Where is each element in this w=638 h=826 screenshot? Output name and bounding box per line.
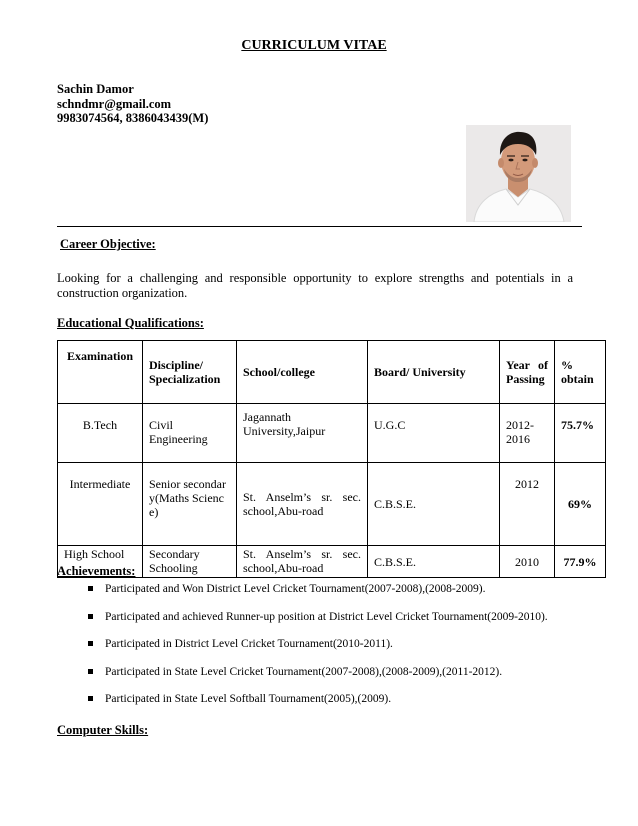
list-item [88, 692, 548, 720]
table-cell: Jagannath University,Jaipur [237, 404, 368, 463]
list-item [88, 610, 548, 638]
contact-block [57, 82, 208, 126]
table-cell: High School [58, 546, 143, 578]
table-cell: 77.9% [555, 546, 606, 578]
list-item [88, 665, 548, 693]
header-divider [57, 226, 582, 227]
list-item [88, 582, 548, 610]
list-item [88, 637, 548, 665]
table-cell: Intermediate [58, 463, 143, 546]
education-table [57, 340, 606, 578]
bullet-icon [88, 586, 93, 591]
education-heading: Educational Qualifications: [57, 316, 204, 330]
table-cell: U.G.C [368, 404, 500, 463]
achievement-text: Participated and achieved Runner-up position at District Level Cricket Tournament(2009-2010). [105, 610, 548, 623]
table-cell: 69% [555, 463, 606, 546]
column-header: School/college [237, 341, 368, 404]
achievement-text: Participated in State Level Cricket Tournament(2007-2008),(2008-2009),(2011-2012). [105, 665, 503, 678]
table-cell: 2012-2016 [500, 404, 555, 463]
table-cell: C.B.S.E. [368, 463, 500, 546]
column-header: Examination [58, 341, 143, 404]
table-header-row [58, 341, 606, 404]
achievement-text: Participated in District Level Cricket Tournament(2010-2011). [105, 638, 393, 650]
table-cell: C.B.S.E. [368, 546, 500, 578]
career-objective-text: Looking for a challenging and responsible opportunity to explore strengths and potentials in a construction organization. [57, 271, 573, 300]
computer-skills-heading: Computer Skills: [57, 723, 149, 737]
column-header: Discipline/ Specialization [143, 341, 237, 404]
bullet-icon [88, 669, 93, 674]
column-header: Year of Passing [500, 341, 555, 404]
profile-photo [466, 125, 571, 222]
table-cell: 75.7% [555, 404, 606, 463]
table-cell: St. Anselm’s sr. sec. school,Abu-road [237, 546, 368, 578]
table-row [58, 404, 606, 463]
achievement-text: Participated and Won District Level Cricket Tournament(2007-2008),(2008-2009). [105, 583, 486, 595]
bullet-icon [88, 641, 93, 646]
achievements-heading: Achievements: [57, 564, 136, 578]
column-header: % obtain [555, 341, 606, 404]
phone-numbers: 9983074564, 8386043439(M) [57, 111, 209, 125]
candidate-name: Sachin Damor [57, 82, 134, 96]
table-row [58, 546, 606, 578]
table-cell: Civil Engineering [143, 404, 237, 463]
table-cell: Secondary Schooling [143, 546, 237, 578]
table-cell: Senior secondary(Maths Science) [143, 463, 237, 546]
table-cell: St. Anselm’s sr. sec. school,Abu-road [237, 463, 368, 546]
achievements-list [88, 582, 548, 720]
bullet-icon [88, 614, 93, 619]
table-cell: 2010 [500, 546, 555, 578]
achievement-text: Participated in State Level Softball Tournament(2005),(2009). [105, 693, 392, 705]
bullet-icon [88, 696, 93, 701]
document-title: CURRICULUM VITAE [241, 38, 387, 53]
table-cell: 2012 [500, 463, 555, 546]
column-header: Board/ University [368, 341, 500, 404]
email-address: schndmr@gmail.com [57, 96, 172, 111]
table-cell: B.Tech [58, 404, 143, 463]
table-row [58, 463, 606, 546]
career-objective-heading: Career Objective: [60, 237, 156, 251]
